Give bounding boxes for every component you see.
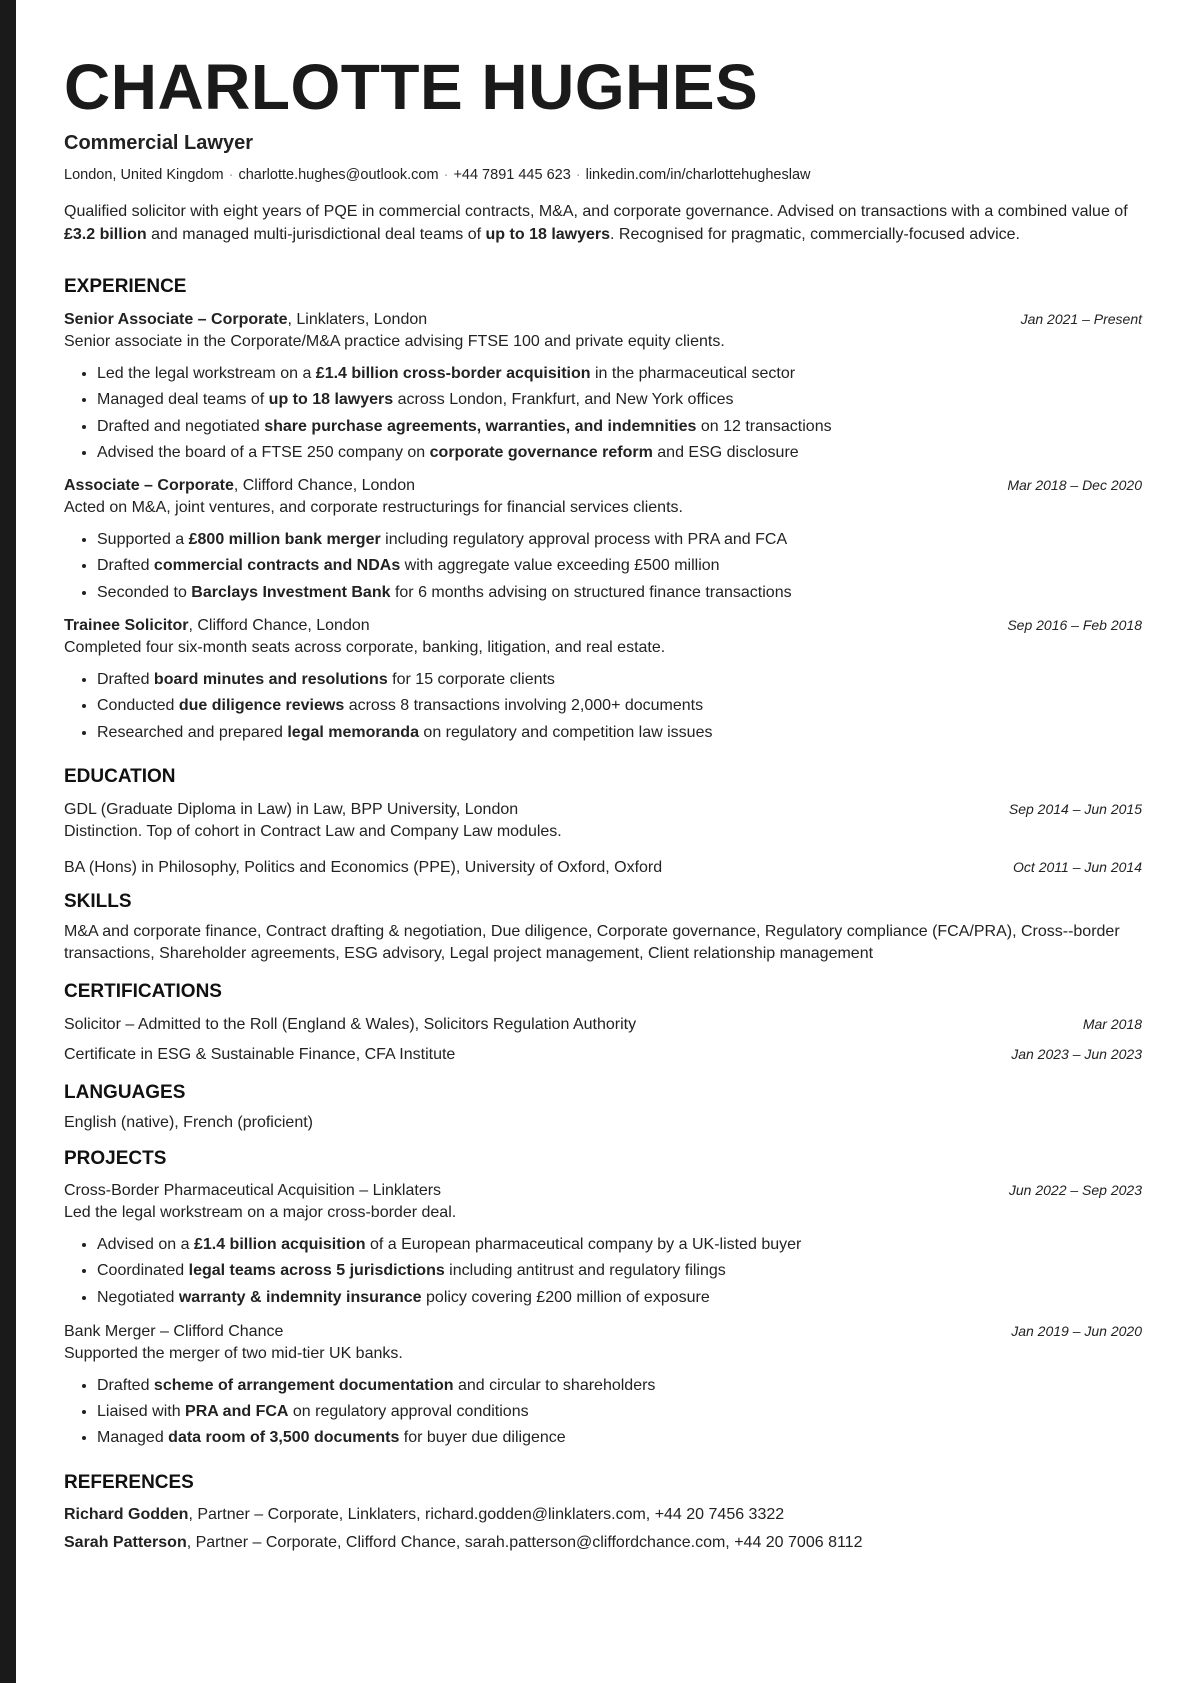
bullet-item: • Conducted due diligence reviews across 8 transactions involving 2,000+ documents [97,693,1142,719]
email-link[interactable]: charlotte.hughes@outlook.com [238,167,439,183]
entry-header [64,1179,1142,1202]
bullet-item: • Advised the board of a FTSE 250 company on corporate governance reform and ESG disclosure [97,440,1142,466]
entry-title [64,309,427,331]
project-title: Bank Merger – Clifford Chance [64,1322,284,1340]
entry-header [64,856,1142,879]
entry-date: Sep 2016 – Feb 2018 [1007,617,1142,634]
entry-description: Acted on M&A, joint ventures, and corporate restructurings for financial services clients. [64,499,683,517]
entry-date: Jan 2021 – Present [1020,311,1142,327]
role-title: Trainee Solicitor [64,617,189,635]
phone-number: +44 7891 445 623 [453,167,571,183]
education-entry [64,798,1142,843]
degree: GDL (Graduate Diploma in Law) in Law, BPP University, London [64,800,519,818]
entry-header [64,1320,1142,1343]
bullet-item: • Drafted board minutes and resolutions for 15 corporate clients [97,667,1142,693]
bullet-item: • Managed deal teams of up to 18 lawyers across London, Frankfurt, and New York offices [97,387,1142,413]
education-heading: EDUCATION [64,765,176,787]
bullet-item: • Managed data room of 3,500 documents for buyer due diligence [97,1425,1142,1451]
reference-entry [64,1532,1142,1554]
location: London, United Kingdom [64,167,224,183]
summary-text: and managed multi-jurisdictional deal teams of [146,226,486,243]
reference-name: Sarah Patterson [64,1533,187,1551]
entry-header [64,614,1142,637]
role-title: Senior Associate – Corporate [64,311,288,328]
bullet-item: • Drafted commercial contracts and NDAs with aggregate value exceeding £500 million [97,553,1142,579]
entry-description: Senior associate in the Corporate/M&A practice advising FTSE 100 and private equity clients. [64,333,725,350]
certifications-heading: CERTIFICATIONS [64,980,222,1002]
bullet-item: • Researched and prepared legal memoranda on regulatory and competition law issues [97,720,1142,746]
summary-text: Qualified solicitor with eight years of PQE in commercial contracts, M&A, and corporate governance. Advised on transactions with a combined value of [64,203,1128,220]
bullet-item: • Advised on a £1.4 billion acquisition of a European pharmaceutical company by a UK-listed buyer [97,1232,1142,1258]
role-title: Associate – Corporate [64,477,234,495]
entry-title [64,615,370,637]
entry-date: Mar 2018 [1082,1015,1142,1032]
bullet-item: • Coordinated legal teams across 5 jurisdictions including antitrust and regulatory filings [97,1258,1142,1284]
experience-entry [64,474,1142,606]
organization: , Clifford Chance, London [188,617,370,635]
resume-page [64,0,1142,1554]
languages-list: English (native), French (proficient) [64,1113,313,1131]
bullet-item: • Negotiated warranty & indemnity insurance policy covering £200 million of exposure [97,1285,1142,1311]
entry-description: Completed four six-month seats across corporate, banking, litigation, and real estate. [64,639,666,657]
languages-heading: LANGUAGES [64,1081,186,1103]
summary-text: . Recognised for pragmatic, commercially-focused advice. [610,226,1020,243]
entry-date: Jan 2023 – Jun 2023 [1011,1045,1142,1062]
summary-highlight: £3.2 billion [64,226,147,243]
certification-entry [64,1013,1142,1036]
project-entry [64,1179,1142,1311]
education-entry [64,856,1142,879]
entry-header [64,308,1142,331]
skills-list: M&A and corporate finance, Contract drafting & negotiation, Due diligence, Corporate governance, Regulatory compliance (FCA/PRA), Cross--border transactions, Shareholder agreements, ESG advisory, Legal project management, Client relationship management [64,922,1120,962]
certification-entry [64,1043,1142,1066]
entry-description: Distinction. Top of cohort in Contract Law and Company Law modules. [64,822,562,840]
separator: · [443,167,449,183]
certification-name: Certificate in ESG & Sustainable Finance, CFA Institute [64,1045,456,1063]
bullet-item: • Seconded to Barclays Investment Bank for 6 months advising on structured finance transactions [97,580,1142,606]
summary-highlight: up to 18 lawyers [485,226,611,243]
entry-date: Mar 2018 – Dec 2020 [1007,477,1142,494]
organization: , Linklaters, London [287,311,428,328]
entry-header [64,474,1142,497]
entry-description: Led the legal workstream on a major cross-border deal. [64,1203,457,1221]
organization: , Clifford Chance, London [233,477,415,495]
reference-detail: , Partner – Corporate, Clifford Chance, sarah.patterson@cliffordchance.com, +44 20 7006 8112 [186,1533,863,1551]
project-title: Cross-Border Pharmaceutical Acquisition – Linklaters [64,1181,442,1199]
bullet-list [64,667,1142,746]
reference-detail: , Partner – Corporate, Linklaters, richard.godden@linklaters.com, +44 20 7456 3322 [188,1505,785,1523]
reference-name: Richard Godden [64,1505,189,1523]
entry-header [64,798,1142,821]
linkedin-link[interactable]: linkedin.com/in/charlottehugheslaw [585,167,811,183]
contact-line [64,166,1142,184]
separator: · [575,167,581,183]
experience-entry [64,614,1142,746]
entry-date: Jan 2019 – Jun 2020 [1011,1322,1142,1339]
left-edge-bar [0,0,16,1683]
entry-title [64,475,415,497]
bullet-item: • Led the legal workstream on a £1.4 billion cross-border acquisition in the pharmaceutical sector [97,361,1142,387]
degree: BA (Hons) in Philosophy, Politics and Economics (PPE), University of Oxford, Oxford [64,858,663,876]
professional-summary [64,200,1142,246]
certification-name: Solicitor – Admitted to the Roll (England & Wales), Solicitors Regulation Authority [64,1015,637,1033]
separator: · [228,167,234,183]
bullet-list [64,1373,1142,1452]
bullet-item: • Supported a £800 million bank merger including regulatory approval process with PRA and FCA [97,527,1142,553]
skills-heading: SKILLS [64,890,132,912]
references-heading: REFERENCES [64,1471,194,1493]
bullet-list [64,527,1142,606]
candidate-name: CHARLOTTE HUGHES [64,51,759,123]
bullet-list [64,361,1142,466]
projects-heading: PROJECTS [64,1147,167,1169]
entry-date: Oct 2011 – Jun 2014 [1013,858,1142,875]
entry-description: Supported the merger of two mid-tier UK banks. [64,1344,403,1362]
entry-date: Sep 2014 – Jun 2015 [1008,800,1142,817]
bullet-list [64,1232,1142,1311]
project-entry [64,1320,1142,1452]
reference-entry [64,1504,1142,1526]
bullet-item: • Drafted and negotiated share purchase agreements, warranties, and indemnities on 12 transactions [97,414,1142,440]
bullet-item: • Drafted scheme of arrangement documentation and circular to shareholders [97,1373,1142,1399]
experience-heading: EXPERIENCE [64,276,187,297]
job-title: Commercial Lawyer [64,132,253,154]
bullet-item: • Liaised with PRA and FCA on regulatory approval conditions [97,1399,1142,1425]
experience-entry [64,308,1142,466]
entry-date: Jun 2022 – Sep 2023 [1008,1181,1142,1198]
